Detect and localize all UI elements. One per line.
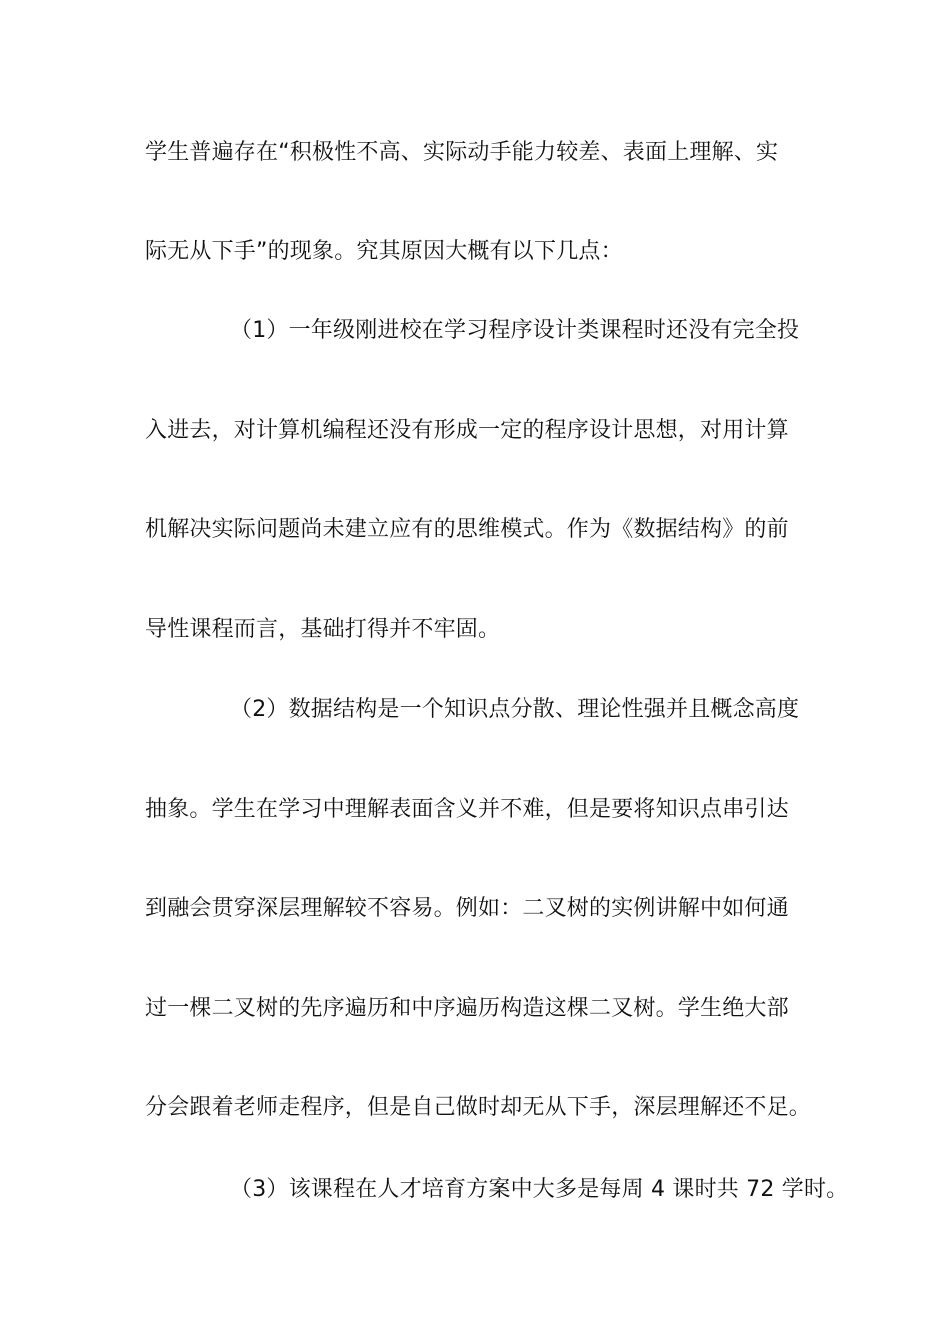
text-line: 入进去，对计算机编程还没有形成一定的程序设计思想，对用计算 <box>145 418 789 443</box>
text-line: （2）数据结构是一个知识点分散、理论性强并且概念高度 <box>230 697 800 722</box>
text-line: 际无从下手”的现象。究其原因大概有以下几点： <box>145 239 623 264</box>
text-line: 学生普遍存在“积极性不高、实际动手能力较差、表面上理解、实 <box>145 140 779 165</box>
text-line: （1）一年级刚进校在学习程序设计类课程时还没有完全投 <box>230 318 800 343</box>
text-line: 抽象。学生在学习中理解表面含义并不难，但是要将知识点串引达 <box>145 797 789 822</box>
text-line: （3）该课程在人才培育方案中大多是每周 4 课时共 72 学时。 <box>230 1177 849 1202</box>
text-line: 分会跟着老师走程序，但是自己做时却无从下手，深层理解还不足。 <box>145 1095 812 1120</box>
text-line: 到融会贯穿深层理解较不容易。例如：二叉树的实例讲解中如何通 <box>145 896 789 921</box>
text-line: 导性课程而言，基础打得并不牢固。 <box>145 617 501 642</box>
text-line: 过一棵二叉树的先序遍历和中序遍历构造这棵二叉树。学生绝大部 <box>145 996 789 1021</box>
text-line: 机解决实际问题尚未建立应有的思维模式。作为《数据结构》的前 <box>145 517 789 542</box>
